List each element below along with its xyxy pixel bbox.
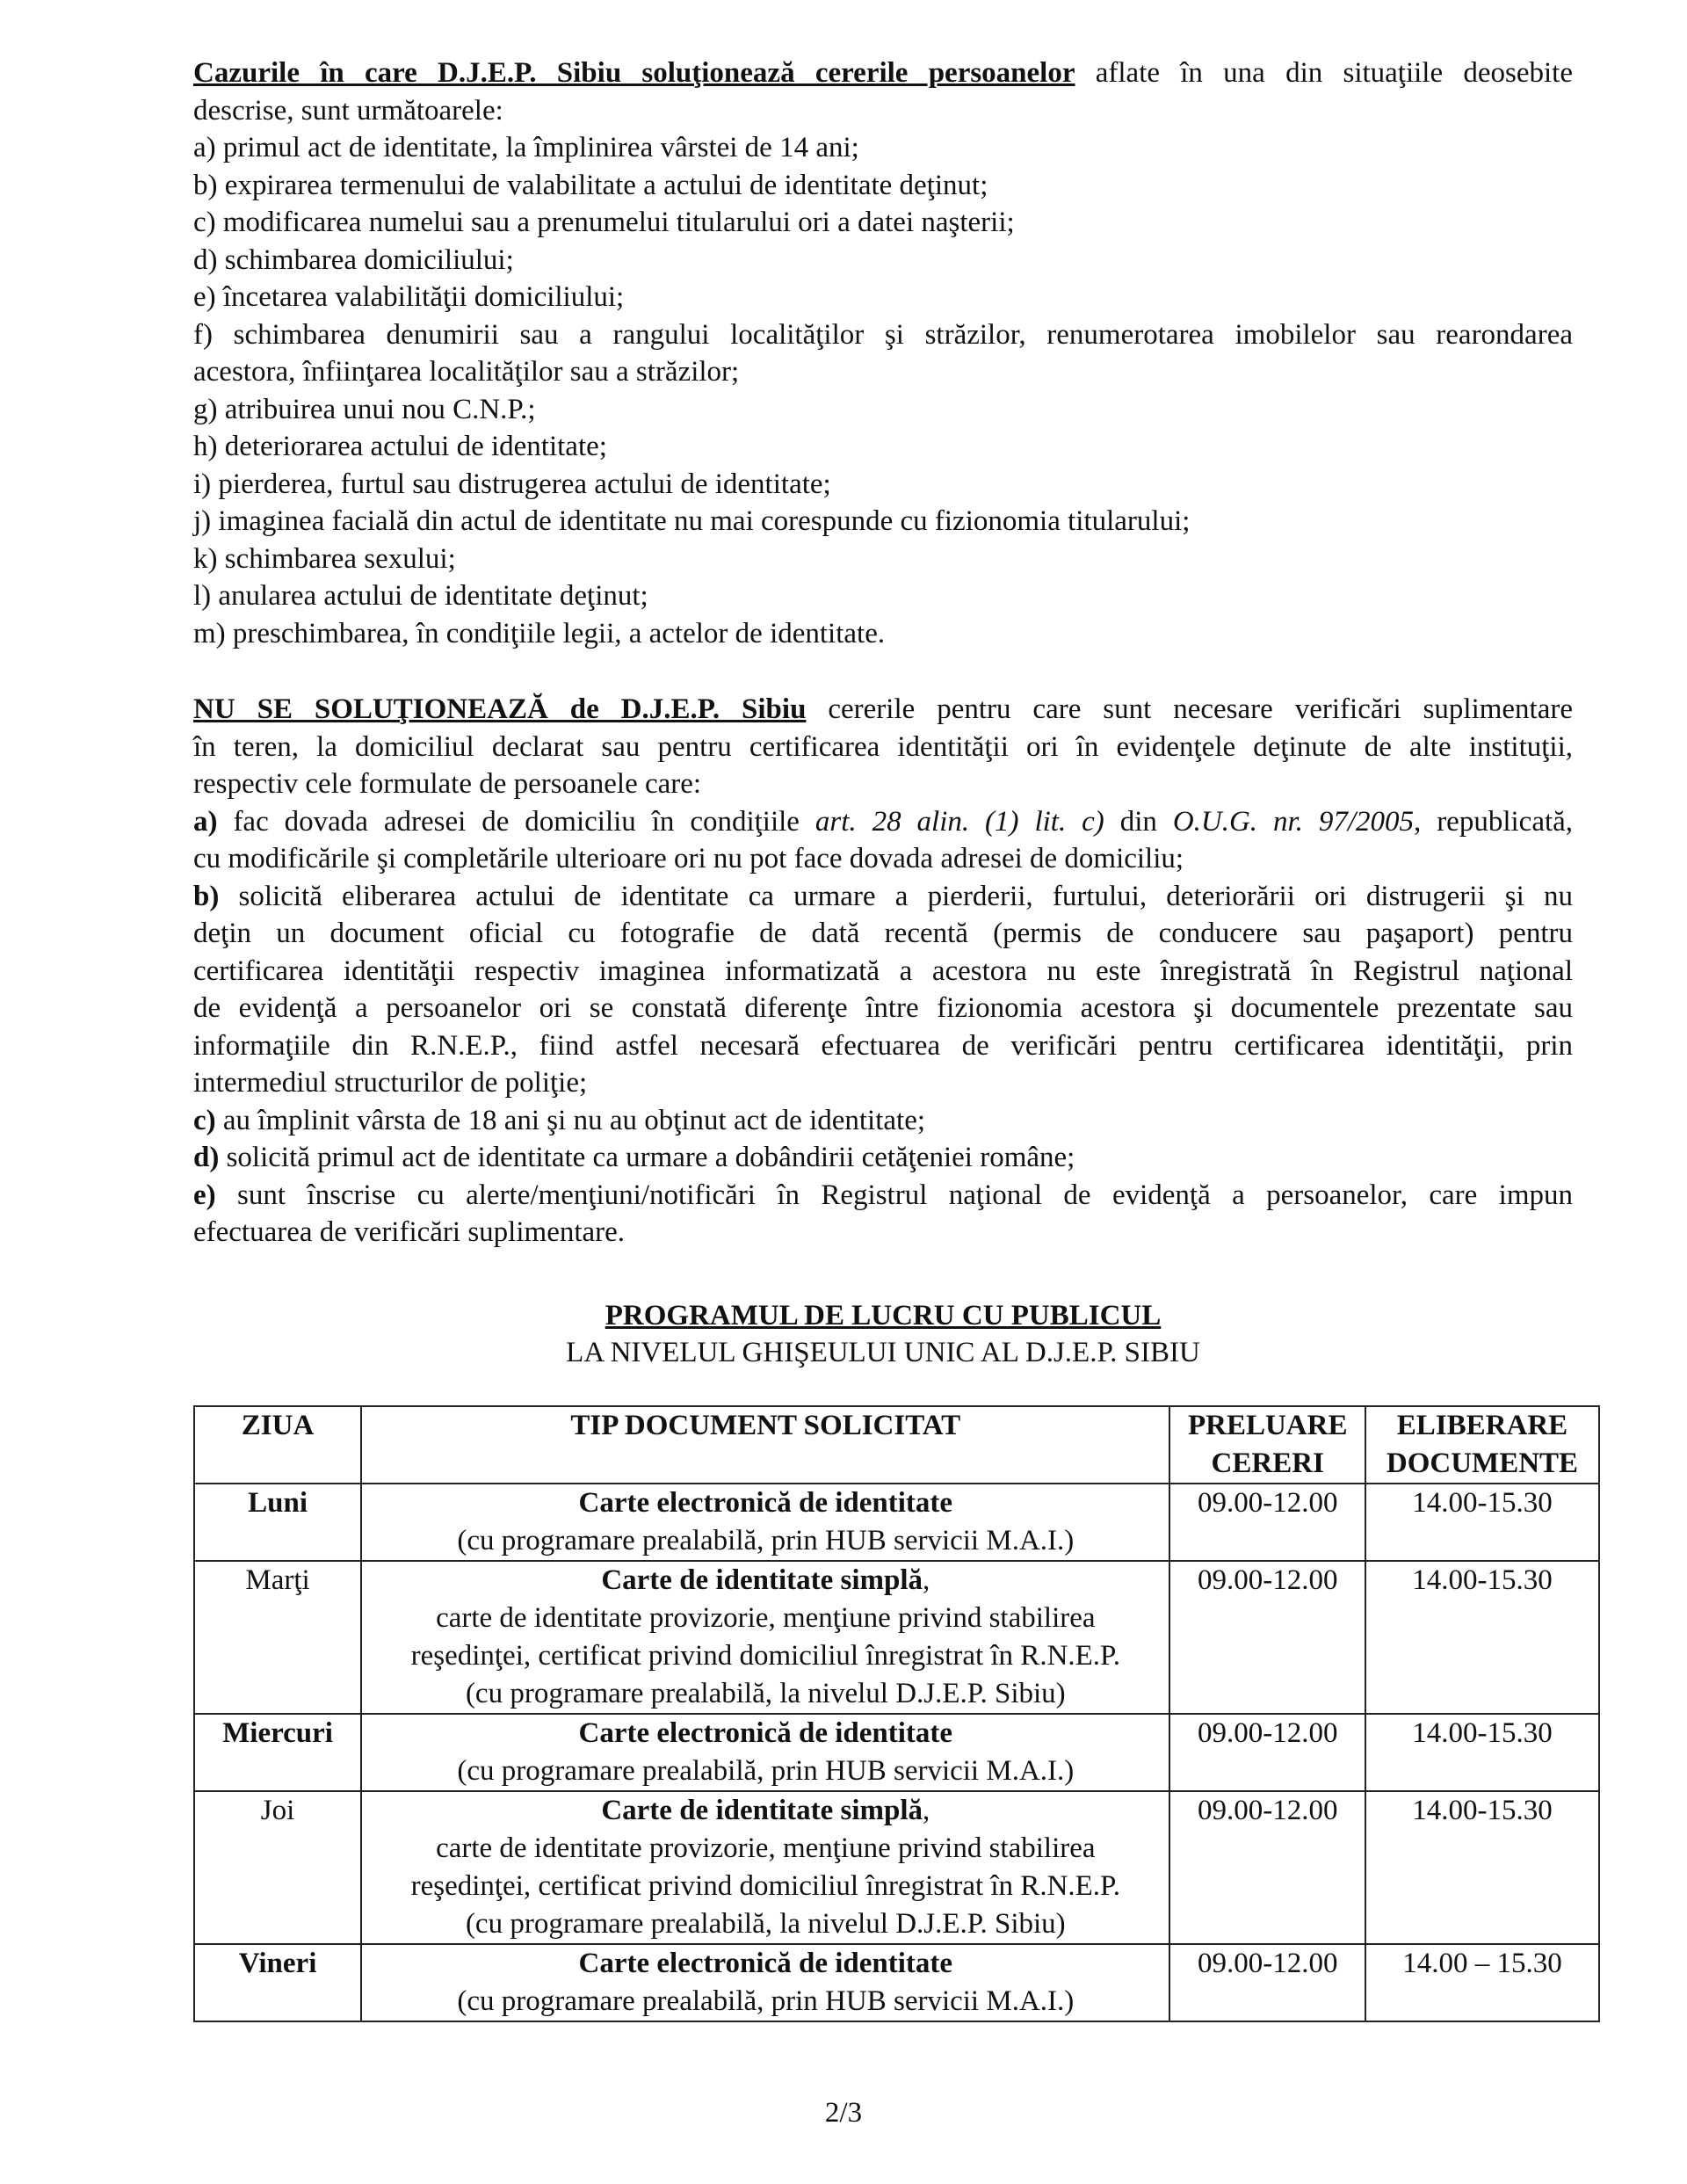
section2-heading-bold: NU SE SOLUŢIONEAZĂ de D.J.E.P. Sibiu (193, 693, 807, 725)
cell-doc: Carte electronică de identitate (cu programare prealabilă, prin HUB servicii M.A.I.) (361, 1944, 1169, 2021)
cell-day: Marţi (194, 1561, 361, 1714)
header-preluare: PRELUARE CERERI (1169, 1406, 1365, 1484)
cell-doc: Carte electronică de identitate (cu programare prealabilă, prin HUB servicii M.A.I.) (361, 1484, 1169, 1561)
list-item: a) primul act de identitate, la împlinirea vârstei de 14 ani; (193, 132, 859, 163)
program-heading (193, 1297, 1573, 1371)
section2-line: certificarea identităţii respectiv imaginea informatizată a acestora nu este înregistrată în Registrul naţional (193, 954, 1573, 987)
list-item: d) schimbarea domiciliului; (193, 243, 514, 276)
table-row (194, 1714, 1599, 1791)
cell-eliberare: 14.00-15.30 (1365, 1714, 1599, 1791)
list-item: l) anularea actului de identitate deţinut; (193, 580, 648, 612)
cell-eliberare: 14.00 – 15.30 (1365, 1944, 1599, 2021)
table-row (194, 1561, 1599, 1714)
document-body (193, 54, 1573, 1371)
cell-eliberare: 14.00-15.30 (1365, 1561, 1599, 1714)
item-text: solicită primul act de identitate ca urmare a dobândirii cetăţeniei române; (226, 1142, 1075, 1173)
section2-heading-rest: cererile pentru care sunt necesare verificări suplimentare (828, 693, 1574, 725)
cell-doc: Carte de identitate simplă, carte de identitate provizorie, menţiune privind stabilirea reşedinţei, certificat privind domiciliul înregistrat în R.N.E.P. (cu programare prealabilă, la nivelul D.J.E.P. Sibiu) (361, 1561, 1169, 1714)
section2-line: informaţiile din R.N.E.P., fiind astfel necesară efectuarea de verificări pentru certificarea identităţii, prin (193, 1029, 1573, 1062)
section1-intro-rest: aflate în una din situaţiile deosebite (1095, 57, 1573, 89)
list-item: j) imaginea facială din actul de identitate nu mai corespunde cu fizionomia titularului; (193, 505, 1191, 537)
cell-doc: Carte de identitate simplă, carte de identitate provizorie, menţiune privind stabilirea reşedinţei, certificat privind domiciliul înregistrat în R.N.E.P. (cu programare prealabilă, la nivelul D.J.E.P. Sibiu) (361, 1791, 1169, 1944)
list-item: i) pierderea, furtul sau distrugerea actului de identitate; (193, 468, 831, 500)
table-row (194, 1791, 1599, 1944)
list-item: b) expirarea termenului de valabilitate a actului de identitate deţinut; (193, 169, 988, 201)
cell-preluare: 09.00-12.00 (1169, 1561, 1365, 1714)
program-title: PROGRAMUL DE LUCRU CU PUBLICUL (605, 1299, 1162, 1331)
list-item: acestora, înfiinţarea localităţilor sau a străzilor; (193, 356, 740, 388)
section1-intro-bold: Cazurile în care D.J.E.P. Sibiu soluţionează cererile persoanelor (193, 57, 1075, 89)
item-label: e) (193, 1179, 216, 1211)
cell-day: Vineri (194, 1944, 361, 2021)
section2-item-d (193, 1139, 1573, 1177)
list-item: g) atribuirea unui nou C.N.P.; (193, 393, 536, 425)
legal-reference: O.U.G. nr. 97/2005 (1172, 805, 1415, 838)
item-label: b) (193, 880, 220, 912)
list-item: f) schimbarea denumirii sau a rangului localităţilor şi străzilor, renumerotarea imobilelor sau rearondarea (193, 318, 1573, 351)
item-text: solicită eliberarea actului de identitate ca urmare a pierderii, furtului, deteriorării ori distrugerii şi nu (238, 880, 1573, 912)
section2-heading (193, 691, 1573, 729)
section2-line: efectuarea de verificări suplimentare. (193, 1216, 626, 1248)
cell-preluare: 09.00-12.00 (1169, 1484, 1365, 1561)
item-label: c) (193, 1104, 216, 1136)
header-day: ZIUA (194, 1406, 361, 1484)
table-row (194, 1484, 1599, 1561)
table-header-row (194, 1406, 1599, 1484)
item-text: fac dovada adresei de domiciliu în condiţiile (233, 805, 800, 838)
cell-eliberare: 14.00-15.30 (1365, 1791, 1599, 1944)
section2-item-b (193, 878, 1573, 916)
cell-preluare: 09.00-12.00 (1169, 1944, 1365, 2021)
section2-item-e (193, 1177, 1573, 1215)
list-item: h) deteriorarea actului de identitate; (193, 431, 607, 462)
cell-preluare: 09.00-12.00 (1169, 1791, 1365, 1944)
section2-line: deţin un document oficial cu fotografie de dată recentă (permis de conducere sau paşaport) pentru (193, 918, 1573, 949)
schedule-table (193, 1405, 1600, 2022)
item-text: sunt înscrise cu alerte/menţiuni/notificări în Registrul naţional de evidenţă a persoanelor, care impun (237, 1179, 1573, 1211)
list-item: k) schimbarea sexului; (193, 542, 456, 575)
section2-line: în teren, la domiciliul declarat sau pentru certificarea identităţii ori în evidenţele deţinute de alte instituţii, (193, 730, 1573, 763)
page-number: 2/3 (824, 2097, 863, 2129)
item-label: a) (193, 805, 218, 838)
section2-line: intermediul structurilor de poliţie; (193, 1067, 588, 1099)
section2-item-a (193, 803, 1573, 841)
cell-day: Joi (194, 1791, 361, 1944)
cell-eliberare: 14.00-15.30 (1365, 1484, 1599, 1561)
item-label: d) (193, 1142, 220, 1173)
list-item: c) modificarea numelui sau a prenumelui titularului ori a datei naşterii; (193, 207, 1015, 238)
section1-intro-line2: descrise, sunt următoarele: (193, 94, 503, 127)
list-item: e) încetarea valabilităţii domiciliului; (193, 281, 625, 313)
cell-day: Luni (194, 1484, 361, 1561)
item-text: din (1119, 805, 1157, 838)
section2-line: de evidenţă a persoanelor ori se constată diferenţe între fizionomia acestora şi documentele prezentate sau (193, 992, 1573, 1024)
section2-line: respectiv cele formulate de persoanele care: (193, 768, 702, 800)
header-eliberare: ELIBERARE DOCUMENTE (1365, 1406, 1599, 1484)
cell-day: Miercuri (194, 1714, 361, 1791)
header-doc: TIP DOCUMENT SOLICITAT (361, 1406, 1169, 1484)
legal-reference: art. 28 alin. (1) lit. c) (815, 805, 1104, 838)
item-text: au împlinit vârsta de 18 ani şi nu au obţinut act de identitate; (222, 1104, 926, 1136)
cell-preluare: 09.00-12.00 (1169, 1714, 1365, 1791)
section1-intro (193, 54, 1573, 92)
section2-item-c (193, 1102, 1573, 1140)
cell-doc: Carte electronică de identitate (cu programare prealabilă, prin HUB servicii M.A.I.) (361, 1714, 1169, 1791)
item-text: , republicată, (1414, 805, 1574, 838)
table-row (194, 1944, 1599, 2021)
section2-line: cu modificările şi completările ulterioare ori nu pot face dovada adresei de domiciliu; (193, 843, 1184, 874)
list-item: m) preschimbarea, în condiţiile legii, a actelor de identitate. (193, 617, 886, 649)
program-subtitle: LA NIVELUL GHIŞEULUI UNIC AL D.J.E.P. SIBIU (566, 1336, 1200, 1368)
